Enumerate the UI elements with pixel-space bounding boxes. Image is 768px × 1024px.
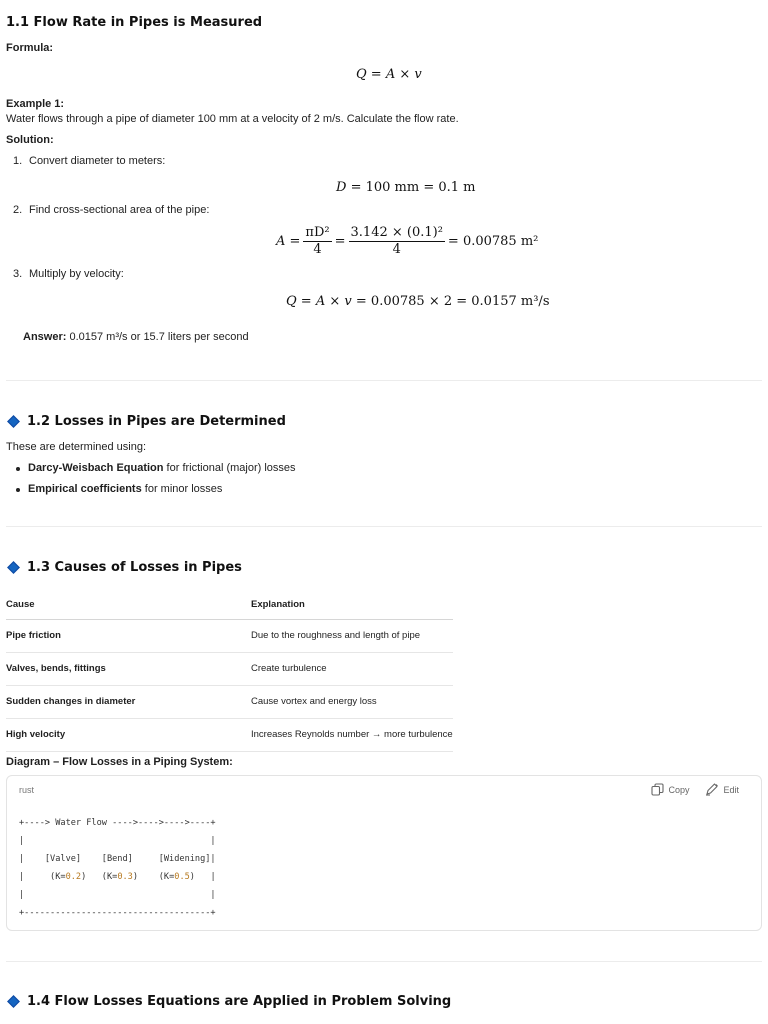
solution-step-3: 3. Multiply by velocity: [13, 268, 124, 280]
code-line: +------------------------------------+ [19, 908, 216, 918]
losses-intro: These are determined using: [6, 441, 147, 453]
code-line: | | [19, 836, 216, 846]
solution-label: Solution: [6, 134, 54, 146]
table-row: Pipe friction Due to the roughness and length of pipe [6, 619, 453, 652]
code-line: +----> Water Flow ---->---->---->----+ [19, 818, 216, 828]
formula-label: Formula: [6, 42, 54, 54]
example-text: Water flows through a pipe of diameter 100 mm at a velocity of 2 m/s. Calculate the flow rate. [6, 113, 459, 125]
solution-step-1: 1. Convert diameter to meters: [13, 155, 166, 167]
losses-bullet-list [6, 462, 296, 504]
diamond-icon [7, 561, 20, 574]
section-title-1-4: 1.4 Flow Losses Equations are Applied in Problem Solving [6, 994, 451, 1009]
answer-line: Answer: 0.0157 m³/s or 15.7 liters per second [23, 331, 249, 343]
section-title-1-2: 1.2 Losses in Pipes are Determined [6, 414, 286, 429]
table-header-row [6, 591, 453, 619]
diamond-icon [7, 995, 20, 1008]
edit-button[interactable]: Edit [705, 783, 739, 796]
causes-table [6, 591, 453, 752]
code-line: | | [19, 890, 216, 900]
section-divider [6, 526, 762, 527]
copy-icon [651, 783, 664, 796]
formula-q-equals-a-times-v: Q = A × v [356, 67, 422, 82]
code-block [6, 775, 762, 931]
pencil-icon [705, 783, 719, 796]
table-row: Valves, bends, fittings Create turbulence [6, 652, 453, 685]
code-line: | (K=0.2) (K=0.3) (K=0.5) | [19, 872, 216, 882]
example-label: Example 1: [6, 98, 65, 110]
list-item: Darcy-Weisbach Equation for frictional (major) losses [6, 462, 296, 483]
section-divider [6, 380, 762, 381]
diagram-label: Diagram – Flow Losses in a Piping System: [6, 756, 233, 768]
section-divider [6, 961, 762, 962]
code-actions [651, 783, 739, 796]
code-language-label: rust [19, 785, 35, 795]
section-title-1-1: 1.1 Flow Rate in Pipes is Measured [6, 15, 263, 30]
column-header-cause: Cause [6, 591, 251, 619]
list-item: Empirical coefficients for minor losses [6, 483, 296, 504]
section-title-1-3: 1.3 Causes of Losses in Pipes [6, 560, 242, 575]
solution-step-2: 2. Find cross-sectional area of the pipe: [13, 204, 210, 216]
equation-diameter: D = 100 mm = 0.1 m [336, 180, 476, 195]
equation-area: A = $\frac{\text{πD²}}{4}$ = $\frac{\text{3.142 × (0.1)²}}{4}$ = 0.00785 m² [276, 225, 539, 257]
code-content [19, 814, 216, 922]
column-header-explanation: Explanation [251, 591, 453, 619]
equation-flow-rate: Q = A × v = 0.00785 × 2 = 0.0157 m³/s [286, 294, 550, 309]
table-row: Sudden changes in diameter Cause vortex and energy loss [6, 685, 453, 718]
diamond-icon [7, 415, 20, 428]
code-line: | [Valve] [Bend] [Widening]| [19, 854, 216, 864]
copy-button[interactable]: Copy [651, 783, 689, 796]
table-row: High velocity Increases Reynolds number → more turbulence [6, 718, 453, 751]
